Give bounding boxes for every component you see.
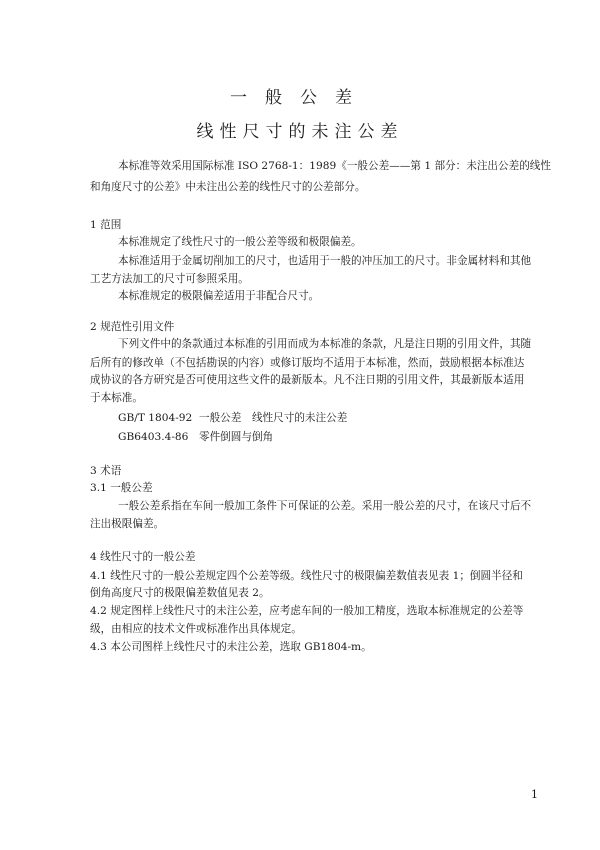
section-4-line-1: 4.1 线性尺寸的一般公差规定四个公差等级。线性尺寸的极限偏差数值表见表 1；倒圆半径和	[90, 570, 523, 582]
section-4-line-5: 4.3 本公司图样上线性尺寸的未注公差，选取 GB1804-m。	[90, 641, 372, 653]
section-2-line-4: 于本标准。	[90, 392, 143, 404]
section-4-line-4: 级，由相应的技术文件或标准作出具体规定。	[90, 623, 302, 635]
page-number: 1	[531, 788, 538, 801]
section-4-heading: 4 线性尺寸的一般公差	[90, 551, 196, 563]
section-1-heading: 1 范围	[90, 219, 122, 231]
section-2-heading: 2 规范性引用文件	[90, 321, 175, 333]
section-3-heading: 3 术语	[90, 465, 122, 477]
section-4-line-3: 4.2 规定图样上线性尺寸的未注公差，应考虑车间的一般加工精度，选取本标准规定的公差等	[90, 605, 524, 617]
section-1-line-1: 本标准规定了线性尺寸的一般公差等级和极限偏差。	[118, 236, 362, 248]
reference-code-1: GB/T 1804-92	[118, 412, 193, 424]
section-1-line-2: 本标准适用于金属切削加工的尺寸，也适用于一般的冲压加工的尺寸。非金属材料和其他	[118, 255, 532, 267]
document-title: 一般公差	[230, 88, 370, 108]
section-2-line-3: 成协议的各方研究是否可使用这些文件的最新版本。凡不注日期的引用文件，其最新版本适用	[90, 374, 525, 386]
section-4-line-2: 倒角高度尺寸的极限偏差数值见表 2。	[90, 587, 270, 599]
intro-line-2: 和角度尺寸的公差》中未注出公差的线性尺寸的公差部分。	[90, 181, 366, 193]
section-1-line-3: 工艺方法加工的尺寸可参照采用。	[90, 273, 249, 285]
section-2-line-2: 后所有的修改单（不包括勘误的内容）或修订版均不适用于本标准，然而，鼓励根据本标准达	[90, 357, 525, 369]
reference-title-1: 一般公差 线性尺寸的未注公差	[199, 412, 348, 424]
document-subtitle: 线性尺寸的未注公差	[196, 122, 404, 142]
section-3-line-1: 一般公差系指在车间一般加工条件下可保证的公差。采用一般公差的尺寸，在该尺寸后不	[118, 500, 532, 512]
reference-title-2: 零件倒圆与倒角	[199, 431, 274, 443]
section-3-line-2: 注出极限偏差。	[90, 518, 165, 530]
reference-code-2: GB6403.4-86	[118, 431, 189, 443]
section-2-line-1: 下列文件中的条款通过本标准的引用而成为本标准的条款，凡是注日期的引用文件，其随	[118, 338, 532, 350]
section-1-line-4: 本标准规定的极限偏差适用于非配合尺寸。	[118, 290, 320, 302]
section-3-1-heading: 3.1 一般公差	[90, 482, 153, 494]
intro-line-1: 本标准等效采用国际标准 ISO 2768-1：1989《一般公差——第 1 部分：未注出公差的线性	[118, 160, 551, 172]
